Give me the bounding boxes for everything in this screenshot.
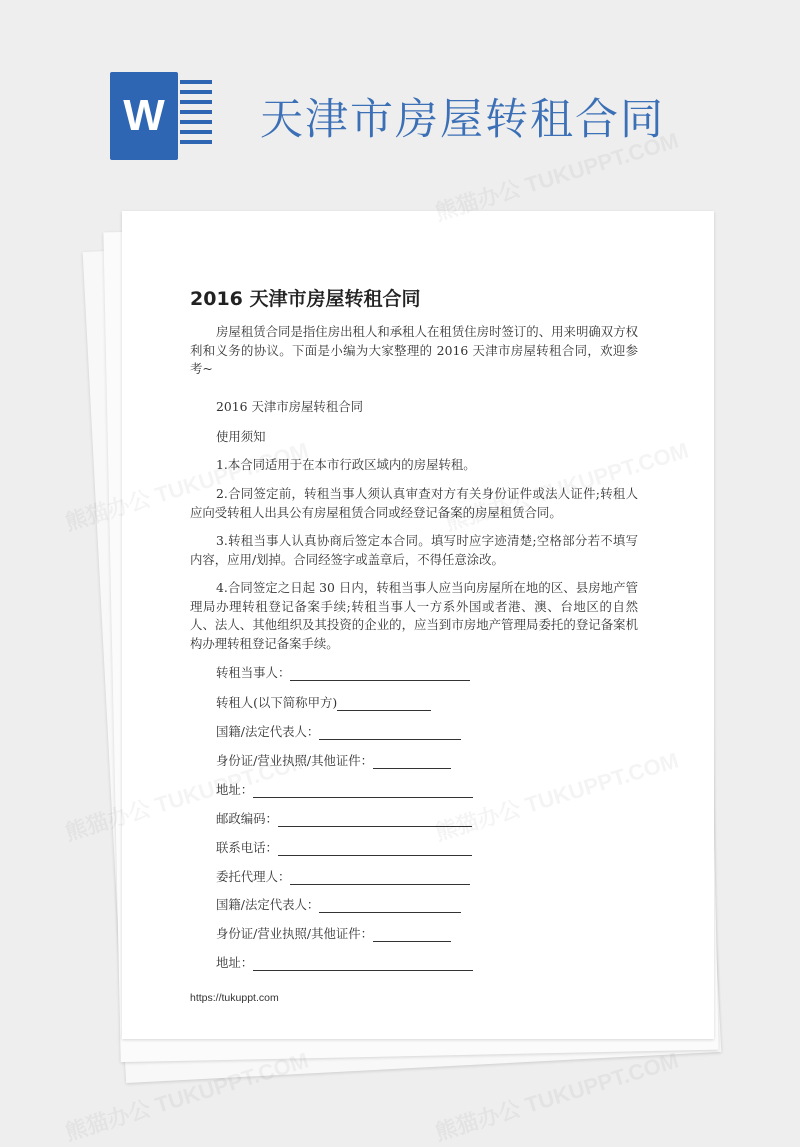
document-title: 2016 天津市房屋转租合同 (190, 288, 421, 310)
field-label: 国籍/法定代表人： (216, 897, 320, 912)
rule-paragraph-1: 1.本合同适用于在本市行政区域内的房屋转租。 (216, 457, 476, 472)
field-nationality (216, 722, 461, 740)
field-label: 地址： (216, 782, 254, 797)
field-label: 转租人(以下简称甲方) (216, 695, 338, 710)
field-label: 委托代理人： (216, 869, 291, 884)
field-party (216, 663, 470, 681)
field-blank-line[interactable] (337, 696, 431, 711)
field-blank-line[interactable] (373, 754, 451, 769)
field-label: 转租当事人： (216, 665, 291, 680)
word-document-icon (110, 72, 210, 160)
field-blank-line[interactable] (290, 666, 470, 681)
rule-paragraph-3: 3.转租当事人认真协商后签定本合同。填写时应字迹清楚;空格部分若不填写内容，应用/划掉。合同经签字或盖章后，不得任意涂改。 (190, 533, 638, 567)
header-title: 天津市房屋转租合同 (260, 95, 665, 145)
word-icon-lines (180, 80, 212, 150)
field-blank-line[interactable] (319, 725, 461, 740)
field-label: 地址： (216, 955, 254, 970)
footer-url: https://tukuppt.com (190, 992, 279, 1004)
field-agent (216, 867, 470, 885)
field-blank-line[interactable] (253, 956, 473, 971)
field-address-2 (216, 953, 473, 971)
field-blank-line[interactable] (290, 870, 470, 885)
field-label: 身份证/营业执照/其他证件： (216, 753, 374, 768)
field-phone (216, 838, 472, 856)
rule-paragraph-2: 2.合同签定前，转租当事人须认真审查对方有关身份证件或法人证件;转租人应向受转租人出具公有房屋租赁合同或经登记备案的房屋租赁合同。 (190, 486, 638, 520)
field-blank-line[interactable] (253, 783, 473, 798)
field-label: 邮政编码： (216, 811, 278, 826)
field-id-document-2 (216, 924, 451, 942)
notice-heading: 使用须知 (216, 429, 266, 444)
intro-paragraph: 房屋租赁合同是指住房出租人和承租人在租赁住房时签订的、用来明确双方权利和义务的协议。下面是小编为大家整理的 2016 天津市房屋转租合同，欢迎参考~ (190, 324, 638, 376)
field-nationality-2 (216, 895, 461, 913)
document-subtitle: 2016 天津市房屋转租合同 (216, 399, 363, 414)
field-label: 联系电话： (216, 840, 278, 855)
field-blank-line[interactable] (319, 898, 461, 913)
field-label: 身份证/营业执照/其他证件： (216, 926, 374, 941)
rule-paragraph-4: 4.合同签定之日起 30 日内，转租当事人应当向房屋所在地的区、县房地产管理局办理转租登记备案手续;转租当事人一方系外国或者港、澳、台地区的自然人、法人、其他组织及其投资的企业的，应当到市房地产管理局委托的登记备案机构办理转租登记备案手续。 (190, 580, 638, 651)
word-icon-letter: W (110, 72, 178, 160)
field-sublessor (216, 693, 431, 711)
field-blank-line[interactable] (373, 927, 451, 942)
field-label: 国籍/法定代表人： (216, 724, 320, 739)
